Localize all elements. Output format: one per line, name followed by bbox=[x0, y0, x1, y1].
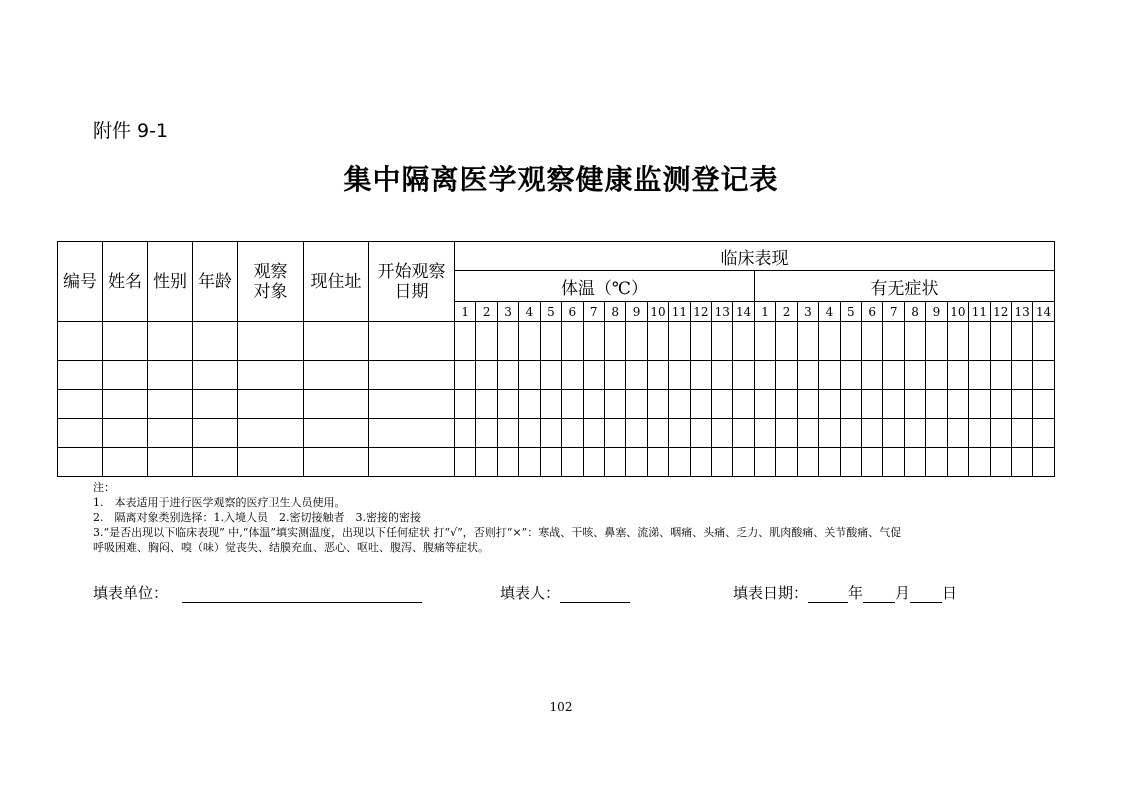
table-cell[interactable] bbox=[947, 448, 968, 477]
table-cell[interactable] bbox=[583, 390, 604, 419]
note-item: 呼吸困难、胸闷、嗅（味）觉丧失、结膜充血、恶心、呕吐、腹泻、腹痛等症状。 bbox=[93, 541, 489, 554]
symptom-day-number: 5 bbox=[840, 302, 861, 322]
column-header-address: 现住址 bbox=[304, 242, 369, 322]
fill-year-line[interactable] bbox=[808, 586, 848, 603]
temp-day-number: 12 bbox=[690, 302, 711, 322]
table-cell[interactable] bbox=[455, 390, 476, 419]
table-cell[interactable] bbox=[733, 419, 754, 448]
table-cell[interactable] bbox=[304, 390, 369, 419]
table-cell[interactable] bbox=[604, 419, 625, 448]
table-cell[interactable] bbox=[369, 390, 455, 419]
fill-person-line[interactable] bbox=[560, 586, 630, 603]
clinical-header: 临床表现 bbox=[455, 242, 1055, 271]
table-cell[interactable] bbox=[904, 419, 925, 448]
table-cell[interactable] bbox=[1011, 448, 1032, 477]
table-cell[interactable] bbox=[369, 322, 455, 361]
table-cell[interactable] bbox=[947, 361, 968, 390]
table-cell[interactable] bbox=[926, 390, 947, 419]
table-cell[interactable] bbox=[540, 448, 561, 477]
table-cell[interactable] bbox=[476, 361, 497, 390]
column-header-id: 编号 bbox=[58, 242, 103, 322]
fill-month-line[interactable] bbox=[863, 586, 895, 603]
fill-person-label: 填表人： bbox=[500, 584, 561, 602]
table-cell[interactable] bbox=[797, 322, 818, 361]
table-cell[interactable] bbox=[647, 361, 668, 390]
symptom-day-number: 3 bbox=[797, 302, 818, 322]
table-cell[interactable] bbox=[840, 390, 861, 419]
table-cell[interactable] bbox=[304, 419, 369, 448]
table-cell[interactable] bbox=[604, 448, 625, 477]
table-cell[interactable] bbox=[947, 322, 968, 361]
fill-unit-line[interactable] bbox=[182, 586, 422, 603]
symptom-day-number: 10 bbox=[947, 302, 968, 322]
table-cell[interactable] bbox=[947, 390, 968, 419]
table-cell[interactable] bbox=[148, 361, 193, 390]
table-cell[interactable] bbox=[476, 419, 497, 448]
table-cell[interactable] bbox=[690, 390, 711, 419]
table-cell[interactable] bbox=[990, 322, 1011, 361]
table-cell[interactable] bbox=[904, 390, 925, 419]
table-cell[interactable] bbox=[712, 419, 733, 448]
table-cell[interactable] bbox=[690, 419, 711, 448]
symptom-day-number: 2 bbox=[776, 302, 797, 322]
table-cell[interactable] bbox=[883, 448, 904, 477]
table-cell[interactable] bbox=[840, 361, 861, 390]
table-cell[interactable] bbox=[776, 390, 797, 419]
table-cell[interactable] bbox=[148, 448, 193, 477]
fill-unit bbox=[93, 582, 422, 603]
table-cell[interactable] bbox=[990, 361, 1011, 390]
table-cell[interactable] bbox=[819, 361, 840, 390]
year-label: 年 bbox=[848, 584, 864, 602]
table-cell[interactable] bbox=[969, 322, 990, 361]
table-cell[interactable] bbox=[519, 419, 540, 448]
table-cell[interactable] bbox=[647, 419, 668, 448]
page-title: 集中隔离医学观察健康监测登记表 bbox=[343, 163, 779, 196]
table-cell[interactable] bbox=[148, 390, 193, 419]
table-cell[interactable] bbox=[1033, 322, 1055, 361]
table-cell[interactable] bbox=[103, 448, 148, 477]
symptom-day-number: 4 bbox=[819, 302, 840, 322]
table-cell[interactable] bbox=[926, 448, 947, 477]
temp-day-number: 6 bbox=[562, 302, 583, 322]
table-cell[interactable] bbox=[238, 361, 304, 390]
fill-date-label: 填表日期： bbox=[733, 584, 809, 602]
table-cell[interactable] bbox=[455, 448, 476, 477]
column-header-age: 年龄 bbox=[193, 242, 238, 322]
table-cell[interactable] bbox=[626, 390, 647, 419]
table-cell[interactable] bbox=[669, 448, 690, 477]
table-cell[interactable] bbox=[712, 390, 733, 419]
table-cell[interactable] bbox=[690, 322, 711, 361]
temp-day-number: 4 bbox=[519, 302, 540, 322]
table-cell[interactable] bbox=[862, 448, 883, 477]
temp-day-number: 3 bbox=[497, 302, 518, 322]
table-cell[interactable] bbox=[819, 419, 840, 448]
table-cell[interactable] bbox=[562, 322, 583, 361]
table-cell[interactable] bbox=[797, 448, 818, 477]
table-cell[interactable] bbox=[626, 419, 647, 448]
table-cell[interactable] bbox=[519, 390, 540, 419]
temp-day-number: 11 bbox=[669, 302, 690, 322]
table-cell[interactable] bbox=[754, 448, 775, 477]
table-cell[interactable] bbox=[58, 361, 103, 390]
table-cell[interactable] bbox=[754, 322, 775, 361]
table-cell[interactable] bbox=[455, 322, 476, 361]
table-cell[interactable] bbox=[990, 390, 1011, 419]
table-cell[interactable] bbox=[604, 390, 625, 419]
table-cell[interactable] bbox=[304, 322, 369, 361]
table-cell[interactable] bbox=[148, 419, 193, 448]
temp-day-number: 14 bbox=[733, 302, 754, 322]
fill-day-line[interactable] bbox=[910, 586, 942, 603]
symptom-day-number: 7 bbox=[883, 302, 904, 322]
table-cell[interactable] bbox=[103, 390, 148, 419]
table-cell[interactable] bbox=[669, 390, 690, 419]
table-cell[interactable] bbox=[58, 390, 103, 419]
table-cell[interactable] bbox=[647, 390, 668, 419]
table-cell[interactable] bbox=[926, 361, 947, 390]
attachment-label: 附件 9-1 bbox=[93, 120, 169, 142]
table-cell[interactable] bbox=[58, 448, 103, 477]
table-cell[interactable] bbox=[604, 322, 625, 361]
table-cell[interactable] bbox=[148, 322, 193, 361]
table-cell[interactable] bbox=[733, 322, 754, 361]
note-item: 1. 本表适用于进行医学观察的医疗卫生人员使用。 bbox=[93, 496, 346, 509]
table-cell[interactable] bbox=[712, 322, 733, 361]
table-cell[interactable] bbox=[776, 448, 797, 477]
table-cell[interactable] bbox=[604, 361, 625, 390]
table-cell[interactable] bbox=[193, 419, 238, 448]
table-cell[interactable] bbox=[562, 390, 583, 419]
table-cell[interactable] bbox=[904, 361, 925, 390]
table-cell[interactable] bbox=[883, 322, 904, 361]
table-cell[interactable] bbox=[819, 448, 840, 477]
table-cell[interactable] bbox=[519, 322, 540, 361]
note-item: 3.“是否出现以下临床表现” 中,“体温”填实测温度，出现以下任何症状 打“√”，否则打“×”：寒战、干咳、鼻塞、流涕、咽痛、头痛、乏力、肌肉酸痛、关节酸痛、气促 bbox=[93, 526, 902, 539]
table-cell[interactable] bbox=[626, 361, 647, 390]
symptom-day-number: 13 bbox=[1011, 302, 1032, 322]
table-cell[interactable] bbox=[455, 361, 476, 390]
symptoms-header: 有无症状 bbox=[754, 271, 1054, 302]
table-cell[interactable] bbox=[733, 448, 754, 477]
table-cell[interactable] bbox=[540, 419, 561, 448]
table-cell[interactable] bbox=[369, 419, 455, 448]
table-cell[interactable] bbox=[562, 419, 583, 448]
table-cell[interactable] bbox=[969, 390, 990, 419]
table-cell[interactable] bbox=[947, 419, 968, 448]
table-cell[interactable] bbox=[712, 361, 733, 390]
table-row bbox=[58, 390, 1055, 419]
table-row bbox=[58, 322, 1055, 361]
temp-day-number: 10 bbox=[647, 302, 668, 322]
table-cell[interactable] bbox=[883, 390, 904, 419]
table-row bbox=[58, 419, 1055, 448]
column-header-name: 姓名 bbox=[103, 242, 148, 322]
table-cell[interactable] bbox=[754, 361, 775, 390]
table-cell[interactable] bbox=[776, 361, 797, 390]
health-monitoring-table bbox=[57, 241, 1055, 477]
table-cell[interactable] bbox=[476, 322, 497, 361]
table-cell[interactable] bbox=[990, 448, 1011, 477]
table-cell[interactable] bbox=[647, 448, 668, 477]
table-cell[interactable] bbox=[754, 390, 775, 419]
temperature-header: 体温（℃） bbox=[455, 271, 755, 302]
table-cell[interactable] bbox=[862, 419, 883, 448]
table-cell[interactable] bbox=[862, 361, 883, 390]
table-cell[interactable] bbox=[1033, 390, 1055, 419]
table-cell[interactable] bbox=[690, 361, 711, 390]
table-cell[interactable] bbox=[497, 419, 518, 448]
temp-day-number: 9 bbox=[626, 302, 647, 322]
table-cell[interactable] bbox=[103, 419, 148, 448]
temp-day-number: 5 bbox=[540, 302, 561, 322]
table-cell[interactable] bbox=[238, 448, 304, 477]
table-cell[interactable] bbox=[969, 448, 990, 477]
symptom-day-number: 11 bbox=[969, 302, 990, 322]
table-cell[interactable] bbox=[562, 448, 583, 477]
table-cell[interactable] bbox=[540, 390, 561, 419]
table-cell[interactable] bbox=[497, 322, 518, 361]
table-cell[interactable] bbox=[455, 419, 476, 448]
table-cell[interactable] bbox=[562, 361, 583, 390]
table-row bbox=[58, 448, 1055, 477]
day-label: 日 bbox=[942, 584, 958, 602]
temp-day-number: 2 bbox=[476, 302, 497, 322]
table-cell[interactable] bbox=[519, 361, 540, 390]
month-label: 月 bbox=[895, 584, 911, 602]
table-cell[interactable] bbox=[626, 322, 647, 361]
fill-person bbox=[500, 582, 630, 603]
table-cell[interactable] bbox=[238, 322, 304, 361]
table-cell[interactable] bbox=[583, 361, 604, 390]
table-cell[interactable] bbox=[193, 322, 238, 361]
table-cell[interactable] bbox=[497, 361, 518, 390]
table-cell[interactable] bbox=[1011, 322, 1032, 361]
table-cell[interactable] bbox=[193, 448, 238, 477]
fill-unit-label: 填表单位： bbox=[93, 584, 169, 602]
table-cell[interactable] bbox=[476, 390, 497, 419]
table-cell[interactable] bbox=[904, 322, 925, 361]
table-cell[interactable] bbox=[1033, 361, 1055, 390]
notes-heading: 注： bbox=[93, 481, 115, 494]
table-cell[interactable] bbox=[540, 361, 561, 390]
symptom-day-number: 1 bbox=[754, 302, 775, 322]
table-cell[interactable] bbox=[904, 448, 925, 477]
table-cell[interactable] bbox=[1033, 419, 1055, 448]
table-cell[interactable] bbox=[797, 361, 818, 390]
table-cell[interactable] bbox=[583, 419, 604, 448]
table-cell[interactable] bbox=[840, 448, 861, 477]
table-cell[interactable] bbox=[690, 448, 711, 477]
table-cell[interactable] bbox=[797, 390, 818, 419]
table-cell[interactable] bbox=[304, 448, 369, 477]
table-cell[interactable] bbox=[647, 322, 668, 361]
table-cell[interactable] bbox=[840, 419, 861, 448]
table-cell[interactable] bbox=[819, 390, 840, 419]
note-item: 2. 隔离对象类别选择：1.入境人员 2.密切接触者 3.密接的密接 bbox=[93, 511, 421, 524]
table-cell[interactable] bbox=[238, 390, 304, 419]
table-cell[interactable] bbox=[476, 448, 497, 477]
table-cell[interactable] bbox=[754, 419, 775, 448]
column-header-start-date: 开始观察 日期 bbox=[369, 242, 455, 322]
symptom-day-number: 14 bbox=[1033, 302, 1055, 322]
symptom-day-number: 8 bbox=[904, 302, 925, 322]
temp-day-number: 7 bbox=[583, 302, 604, 322]
table-cell[interactable] bbox=[883, 419, 904, 448]
table-cell[interactable] bbox=[669, 322, 690, 361]
table-cell[interactable] bbox=[969, 419, 990, 448]
table-cell[interactable] bbox=[712, 448, 733, 477]
table-cell[interactable] bbox=[862, 390, 883, 419]
table-cell[interactable] bbox=[733, 390, 754, 419]
table-cell[interactable] bbox=[840, 322, 861, 361]
table-cell[interactable] bbox=[969, 361, 990, 390]
table-cell[interactable] bbox=[58, 322, 103, 361]
table-cell[interactable] bbox=[369, 361, 455, 390]
table-cell[interactable] bbox=[1011, 361, 1032, 390]
table-cell[interactable] bbox=[1011, 419, 1032, 448]
table-row bbox=[58, 361, 1055, 390]
column-header-observe-type: 观察 对象 bbox=[238, 242, 304, 322]
table-cell[interactable] bbox=[797, 419, 818, 448]
table-cell[interactable] bbox=[193, 361, 238, 390]
table-cell[interactable] bbox=[583, 322, 604, 361]
table-cell[interactable] bbox=[58, 419, 103, 448]
column-header-sex: 性别 bbox=[148, 242, 193, 322]
temp-day-number: 1 bbox=[455, 302, 476, 322]
table-cell[interactable] bbox=[238, 419, 304, 448]
symptom-day-number: 12 bbox=[990, 302, 1011, 322]
fill-date bbox=[733, 582, 957, 603]
page-number: 102 bbox=[549, 700, 573, 714]
table-cell[interactable] bbox=[1011, 390, 1032, 419]
table-cell[interactable] bbox=[626, 448, 647, 477]
table-cell[interactable] bbox=[926, 419, 947, 448]
symptom-day-number: 9 bbox=[926, 302, 947, 322]
table-cell[interactable] bbox=[193, 390, 238, 419]
temp-day-number: 8 bbox=[604, 302, 625, 322]
table-cell[interactable] bbox=[669, 361, 690, 390]
table-cell[interactable] bbox=[103, 322, 148, 361]
table-cell[interactable] bbox=[776, 419, 797, 448]
table-cell[interactable] bbox=[304, 361, 369, 390]
table-cell[interactable] bbox=[497, 390, 518, 419]
table-cell[interactable] bbox=[497, 448, 518, 477]
table-cell[interactable] bbox=[369, 448, 455, 477]
table-cell[interactable] bbox=[540, 322, 561, 361]
table-cell[interactable] bbox=[926, 322, 947, 361]
table-cell[interactable] bbox=[583, 448, 604, 477]
table-cell[interactable] bbox=[103, 361, 148, 390]
table-cell[interactable] bbox=[990, 419, 1011, 448]
table-cell[interactable] bbox=[862, 322, 883, 361]
table-cell[interactable] bbox=[1033, 448, 1055, 477]
table-cell[interactable] bbox=[733, 361, 754, 390]
temp-day-number: 13 bbox=[712, 302, 733, 322]
symptom-day-number: 6 bbox=[862, 302, 883, 322]
table-cell[interactable] bbox=[776, 322, 797, 361]
table-cell[interactable] bbox=[819, 322, 840, 361]
table-cell[interactable] bbox=[883, 361, 904, 390]
table-cell[interactable] bbox=[669, 419, 690, 448]
table-cell[interactable] bbox=[519, 448, 540, 477]
notes bbox=[93, 480, 1053, 555]
